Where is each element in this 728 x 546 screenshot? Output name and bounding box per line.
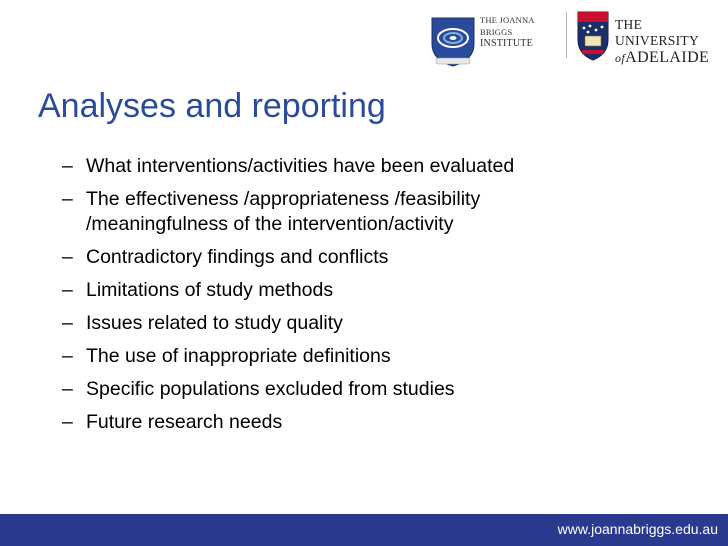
bullet-item [62,410,622,435]
bullet-item [62,311,622,336]
university-crest-icon [576,10,610,62]
bullet-item [62,245,622,270]
bullet-text: The use of inappropriate definitions [86,345,391,367]
bullet-dash: – [62,345,73,367]
bullet-text: The effectiveness /appropriateness /feasibility /meaningfulness of the intervention/activity [86,188,481,235]
bullet-text: What interventions/activities have been evaluated [86,155,515,177]
bullet-item [62,154,622,179]
university-name-line2 [615,49,727,67]
bullet-text: Future research needs [86,411,283,433]
bullet-item [62,377,622,402]
bullet-dash: – [62,378,73,400]
bullet-text: Specific populations excluded from studies [86,378,455,400]
footer-bar [0,514,728,546]
footer-url[interactable]: www.joannabriggs.edu.au [557,521,718,537]
bullet-dash: – [62,279,73,301]
university-adelaide-logo [576,10,726,66]
bullet-dash: – [62,188,73,210]
bullet-text: Limitations of study methods [86,279,334,301]
university-name-line1: THE UNIVERSITY [615,17,699,48]
bullet-item [62,187,622,237]
university-name-main: ADELAIDE [625,49,710,66]
logo-divider [566,12,567,58]
university-wordmark [615,17,727,67]
bullet-item [62,344,622,369]
jbi-logo [428,14,558,70]
bullet-dash: – [62,155,73,177]
bullet-text: Issues related to study quality [86,312,343,334]
jbi-name-line1: THE JOANNA BRIGGS [480,15,535,37]
bullet-dash: – [62,312,73,334]
bullet-list [62,154,622,443]
jbi-wordmark [480,14,560,50]
bullet-dash: – [62,246,73,268]
bullet-item [62,278,622,303]
bullet-text: Contradictory findings and conflicts [86,246,389,268]
bullet-dash: – [62,411,73,433]
slide-title: Analyses and reporting [38,87,386,125]
jbi-emblem-icon [428,14,478,70]
jbi-name-line2: INSTITUTE [480,38,533,49]
university-name-prefix: of [615,51,626,65]
